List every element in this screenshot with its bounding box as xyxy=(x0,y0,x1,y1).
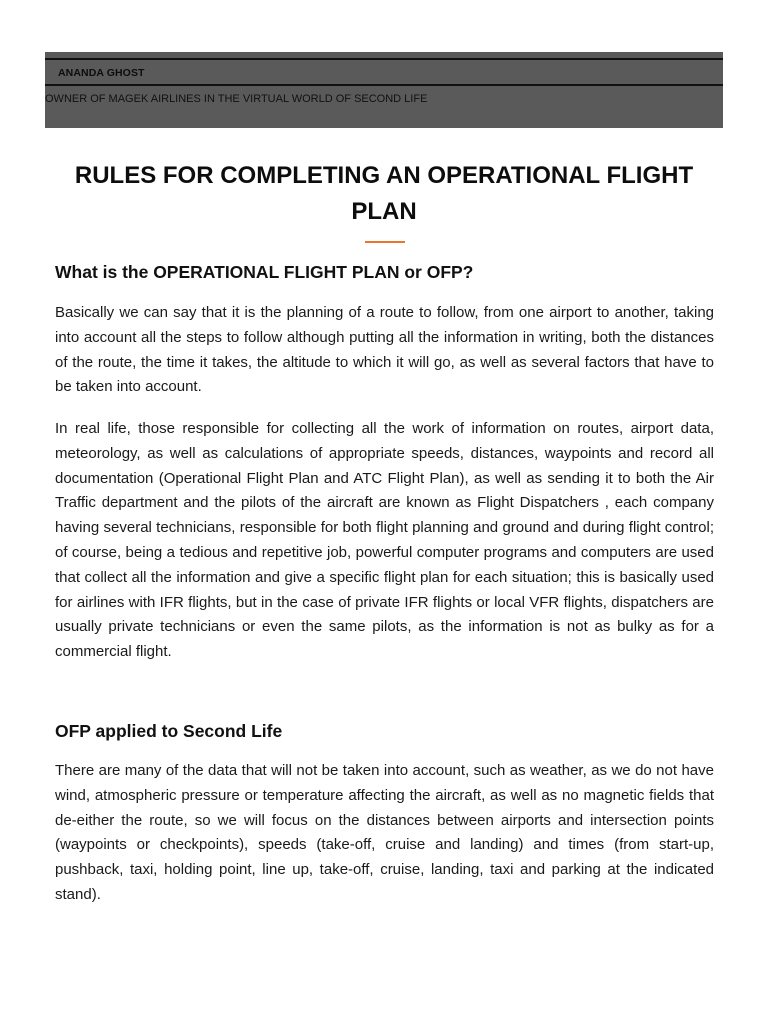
paragraph-ofp-real-life: In real life, those responsible for collecting all the work of information on routes, airport data, meteorology, as well as calculations of appropriate speeds, distances, waypoints and record all documentation (Operational Flight Plan and ATC Flight Plan), as well as sending it to both the Air Traffic department and the pilots of the aircraft are known as Flight Dispatchers , each company having several technicians, responsible for both flight planning and ground and during flight control; of course, being a tedious and repetitive job, powerful computer programs and computers are used that collect all the information and give a specific flight plan for each situation; this is basically used for airlines with IFR flights, but in the case of private IFR flights or local VFR flights, dispatchers are usually private technicians or even the same pilots, as the information is not as bulky as for a commercial flight. xyxy=(55,420,714,661)
header-top-rule xyxy=(45,58,723,60)
author-description: OWNER OF MAGEK AIRLINES IN THE VIRTUAL WORLD OF SECOND LIFE xyxy=(45,93,428,105)
section-heading-second-life: OFP applied to Second Life xyxy=(55,721,283,741)
section-heading-ofp: What is the OPERATIONAL FLIGHT PLAN or OFP? xyxy=(55,262,474,282)
paragraph-ofp-definition: Basically we can say that it is the planning of a route to follow, from one airport to another, taking into account all the steps to follow although putting all the information in writing, both the distances of the route, the time it takes, the altitude to which it will go, as well as several factors that have to be taken into account. xyxy=(55,304,714,396)
title-accent-divider xyxy=(365,241,405,243)
header-middle-rule xyxy=(45,84,723,86)
document-header xyxy=(45,52,723,128)
author-name: ANANDA GHOST xyxy=(58,67,145,79)
document-title: RULES FOR COMPLETING AN OPERATIONAL FLIGHT PLAN xyxy=(74,162,694,225)
paragraph-second-life: There are many of the data that will not be taken into account, such as weather, as we do not have wind, atmospheric pressure or temperature affecting the aircraft, as well as no magnetic fields that de-either the route, so we will focus on the distances between airports and intersection points (waypoints or checkpoints), speeds (take-off, cruise and landing) and times (from start-up, pushback, taxi, holding point, line up, take-off, cruise, landing, taxi and parking at the indicated stand). xyxy=(55,762,714,903)
